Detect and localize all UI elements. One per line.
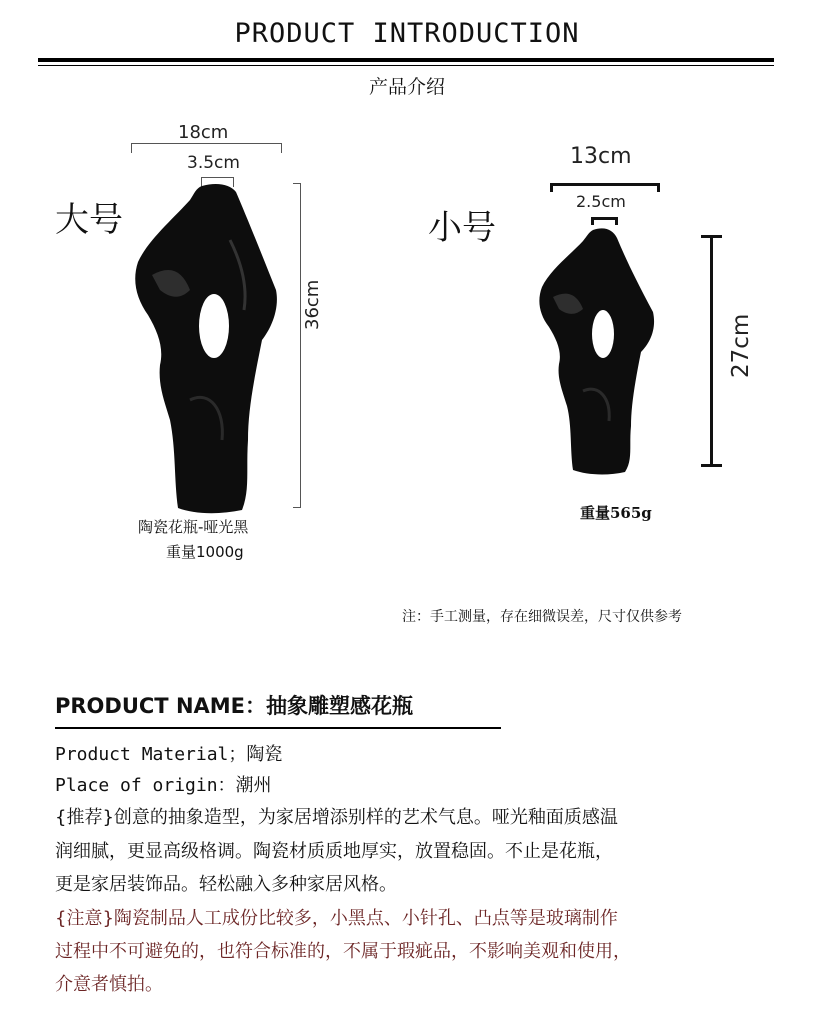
page-title: PRODUCT INTRODUCTION: [234, 18, 580, 49]
caution-line-3: 介意者慎拍。: [55, 974, 163, 995]
large-size-label: 大号: [55, 200, 123, 240]
title-rule-thin: [38, 65, 774, 66]
caution-line-2: 过程中不可避免的，也符合标准的，不属于瑕疵品，不影响美观和使用，: [55, 941, 631, 962]
large-weight: 重量1000g: [166, 543, 244, 561]
small-mouth-line: [591, 217, 618, 220]
small-weight: 重量565g: [580, 504, 652, 522]
page-subtitle: 产品介绍: [368, 76, 445, 98]
small-size-label: 小号: [428, 208, 496, 248]
large-vase-image: [130, 180, 280, 515]
product-material: Product Material；陶瓷: [55, 744, 283, 765]
place-of-origin: Place of origin：潮州: [55, 775, 272, 796]
measurement-note: 注：手工测量，存在细微误差，尺寸仅供参考: [402, 609, 682, 625]
recommend-line-3: 更是家居装饰品。轻松融入多种家居风格。: [55, 874, 397, 895]
large-height-label: 36cm: [302, 279, 323, 330]
large-height-line: [300, 183, 301, 508]
large-width-line: [131, 143, 282, 144]
caution-line-1: {注意}陶瓷制品人工成份比较多，小黑点、小针孔、凸点等是玻璃制作: [55, 908, 618, 929]
small-height-line: [710, 236, 713, 466]
large-mouth-line: [201, 177, 234, 178]
recommend-line-2: 润细腻，更显高级格调。陶瓷材质质地厚实，放置稳固。不止是花瓶，: [55, 841, 613, 862]
large-description: 陶瓷花瓶-哑光黑: [138, 518, 249, 536]
large-width-label: 18cm: [178, 122, 229, 143]
product-name: PRODUCT NAME：抽象雕塑感花瓶: [55, 694, 414, 718]
recommend-line-1: {推荐}创意的抽象造型，为家居增添别样的艺术气息。哑光釉面质感温: [55, 807, 618, 828]
small-height-label: 27cm: [728, 313, 754, 378]
product-name-rule: [55, 727, 501, 729]
small-width-line: [550, 183, 660, 186]
small-vase-image: [535, 226, 660, 476]
large-mouth-label: 3.5cm: [187, 153, 240, 173]
small-mouth-label: 2.5cm: [576, 192, 626, 211]
title-rule-thick: [38, 58, 774, 62]
small-width-label: 13cm: [570, 144, 632, 169]
